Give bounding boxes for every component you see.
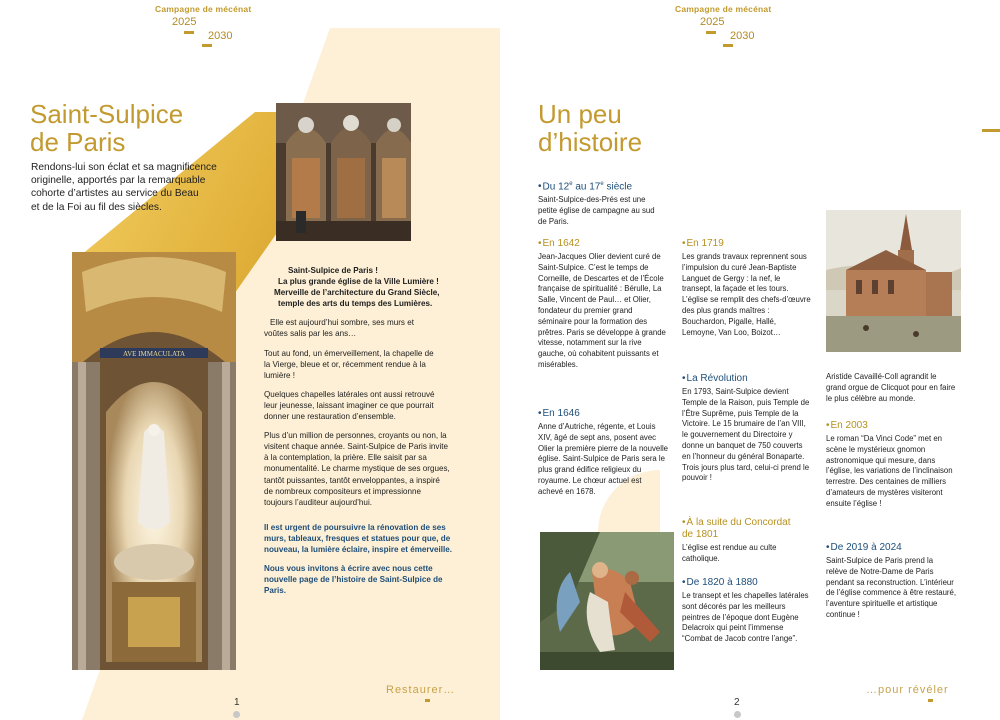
year-end: 2030 <box>208 30 233 42</box>
sombre-block <box>264 317 469 339</box>
section-12th-17th-century <box>538 178 663 228</box>
chapel-inscription: AVE IMMACULATA <box>122 350 186 358</box>
section-body: Aristide Cavaillé-Coll agrandit le grand orgue de Clicquot pour en faire le plus célèbre au monde. <box>826 372 956 403</box>
year-start: 2025 <box>172 16 197 28</box>
title-line-2: de Paris <box>30 127 126 157</box>
page-dot-right <box>734 711 741 718</box>
quote-line: Merveille de l’architecture du Grand Siècle, <box>274 288 440 298</box>
footer-tick-left <box>425 699 430 702</box>
left-body-text <box>264 265 469 604</box>
section-heading: •À la suite du Concordat de 1801 <box>682 517 791 540</box>
year-start-right: 2025 <box>700 16 725 28</box>
campaign-title-right: Campagne de mécénat <box>675 4 772 14</box>
invitation: Nous vous invitons à écrire avec nous cette nouvelle page de l’histoire de Saint-Sulpice de Paris. <box>264 564 443 596</box>
section-body: Saint-Sulpice-des-Prés est une petite église de campagne au sud de Paris. <box>538 195 655 226</box>
section-body: Jean-Jacques Olier devient curé de Saint-Sulpice. C’est le temps de Corneille, de Descartes et de l’École française de spiritualité : Bérulle, La Salle, Vincent de Paul… et Olier, fondateur du premier grand séminaire pour la formation des prêtres. Paris se développe à grande vitesse, notamment sur la rive gauche, où cohabitent puissants et misérables. <box>538 252 666 369</box>
painting-jacob-wrestling-angel <box>540 532 674 670</box>
paragraph-visitors: Plus d’un million de personnes, croyants ou non, la visitent chaque année. Saint-Sulpice de Paris invite à la contemplation, la prière. Elle saisit par sa monumentalité. Le charme mystique de ses orgues, tantôt puissantes, tantôt enveloppantes, a inspiré de nombreux compositeurs et impressionne toujours l’auditeur aujourd’hui. <box>264 431 450 507</box>
page-title-left <box>30 100 183 156</box>
quote-line: La plus grande église de la Ville Lumière ! <box>278 277 439 287</box>
section-body: Saint-Sulpice de Paris prend la relève de Notre-Dame de Paris pendant sa reconstruction. L’intérieur de l’église commence à être restauré, l’aventure spirituelle et artistique continue ! <box>826 556 957 619</box>
section-heading: •En 2003 <box>826 420 868 431</box>
quote-line: temple des arts du temps des Lumières. <box>278 299 433 309</box>
section-1719 <box>682 238 812 338</box>
footer-word-left: Restaurer… <box>386 684 456 696</box>
section-heading: •Du 12e au 17e siècle <box>538 181 633 193</box>
paragraph-chapel: Tout au fond, un émerveillement, la chapelle de la Vierge, bleue et or, récemment rendue à la lumière ! <box>264 348 434 380</box>
painting-old-church <box>826 210 961 352</box>
section-body: Les grands travaux reprennent sous l’impulsion du curé Jean-Baptiste Languet de Gergy : la nef, le transept, la façade et les tours. L’église se remplit des chefs-d’œuvre des plus grands maîtres : Bouchardon, Pigalle, Hallé, Lemoyne, Van Loo, Boizot… <box>682 252 811 337</box>
year-end-bar-right <box>723 44 733 47</box>
section-cavaille-coll <box>826 372 956 404</box>
section-heading: •En 1719 <box>682 238 724 249</box>
intro-line: Rendons-lui son éclat et sa magnificence <box>31 162 217 173</box>
right-page <box>500 0 1000 720</box>
section-1646 <box>538 408 668 498</box>
title-line-2: d’histoire <box>538 127 643 157</box>
footer-tick-right <box>928 699 933 702</box>
year-end-bar <box>202 44 212 47</box>
section-heading: •En 1646 <box>538 408 580 419</box>
call-to-action: Il est urgent de poursuivre la rénovation de ses murs, tableaux, fresques et statues pour que, de nouveau, la lumière éclaire, inspire et émerveille. <box>264 522 453 554</box>
section-heading: •En 1642 <box>538 238 580 249</box>
title-line-1: Un peu <box>538 99 622 129</box>
title-line-1: Saint-Sulpice <box>30 99 184 129</box>
section-body: Anne d’Autriche, régente, et Louis XIV, âgé de sept ans, posent avec Olier la première pierre de la nouvelle église. Saint-Sulpice de Paris sera le plus grand édifice religieux du royaume. Le chœur actuel est achevé en 1678. <box>538 422 669 496</box>
year-start-bar-right <box>706 31 716 34</box>
sombre-line: voûtes salis par les ans… <box>264 329 357 339</box>
year-start-bar <box>184 31 194 34</box>
quote-block <box>264 265 469 309</box>
page-title-right <box>538 100 642 156</box>
page-number-right: 2 <box>734 697 740 708</box>
page-number-left: 1 <box>234 697 240 708</box>
section-1642 <box>538 238 666 371</box>
intro-text <box>31 161 231 214</box>
campaign-title: Campagne de mécénat <box>155 4 252 14</box>
photo-chapel-of-the-virgin <box>72 252 236 670</box>
section-1820-1880 <box>682 577 812 645</box>
footer-word-right: …pour révéler <box>866 684 949 696</box>
quote-line: Saint-Sulpice de Paris ! <box>288 266 378 275</box>
photo-nave-arches <box>276 103 411 241</box>
section-body: L’église est rendue au culte catholique. <box>682 543 777 563</box>
year-end-right: 2030 <box>730 30 755 42</box>
section-2019-2024 <box>826 542 956 621</box>
section-body: En 1793, Saint-Sulpice devient Temple de la Raison, puis Temple de l’Être Suprême, puis Temple de la Victoire. Le 15 brumaire de l’an VIII, le gouvernement du Directoire y donne un banquet de 750 couverts en l’honneur du général Bonaparte. Trois jours plus tard, celui-ci prend le pouvoir ! <box>682 387 810 483</box>
section-body: Le roman “Da Vinci Code” met en scène le mystérieux gnomon astronomique qui mesure, dans l’église, les variations de l’inclinaison terrestre. Des centaines de milliers d’amateurs de mystères visiteront ensuite l’église ! <box>826 434 953 508</box>
section-heading: •La Révolution <box>682 373 748 384</box>
section-revolution <box>682 373 812 484</box>
page-dot-left <box>233 711 240 718</box>
section-heading: •De 1820 à 1880 <box>682 577 758 588</box>
edge-tick-right <box>982 129 1000 132</box>
section-2003 <box>826 420 956 510</box>
paragraph-side-chapels: Quelques chapelles latérales ont aussi retrouvé leur jeunesse, laissant imaginer ce que pourrait donner une restauration d’ensemble. <box>264 389 435 422</box>
intro-line: cohorte d’artistes au service du Beau <box>31 188 199 200</box>
section-heading: •De 2019 à 2024 <box>826 542 902 553</box>
intro-line: originelle, apportés par la remarquable <box>31 175 206 187</box>
sombre-line: Elle est aujourd’hui sombre, ses murs et <box>270 318 414 328</box>
section-body: Le transept et les chapelles latérales sont décorés par les meilleurs peintres de l’époque dont Eugène Delacroix qui peint l’immense “Combat de Jacob contre l’ange”. <box>682 591 809 644</box>
intro-line: et de la Foi au fil des siècles. <box>31 201 162 213</box>
section-concordat-1801 <box>682 517 812 565</box>
